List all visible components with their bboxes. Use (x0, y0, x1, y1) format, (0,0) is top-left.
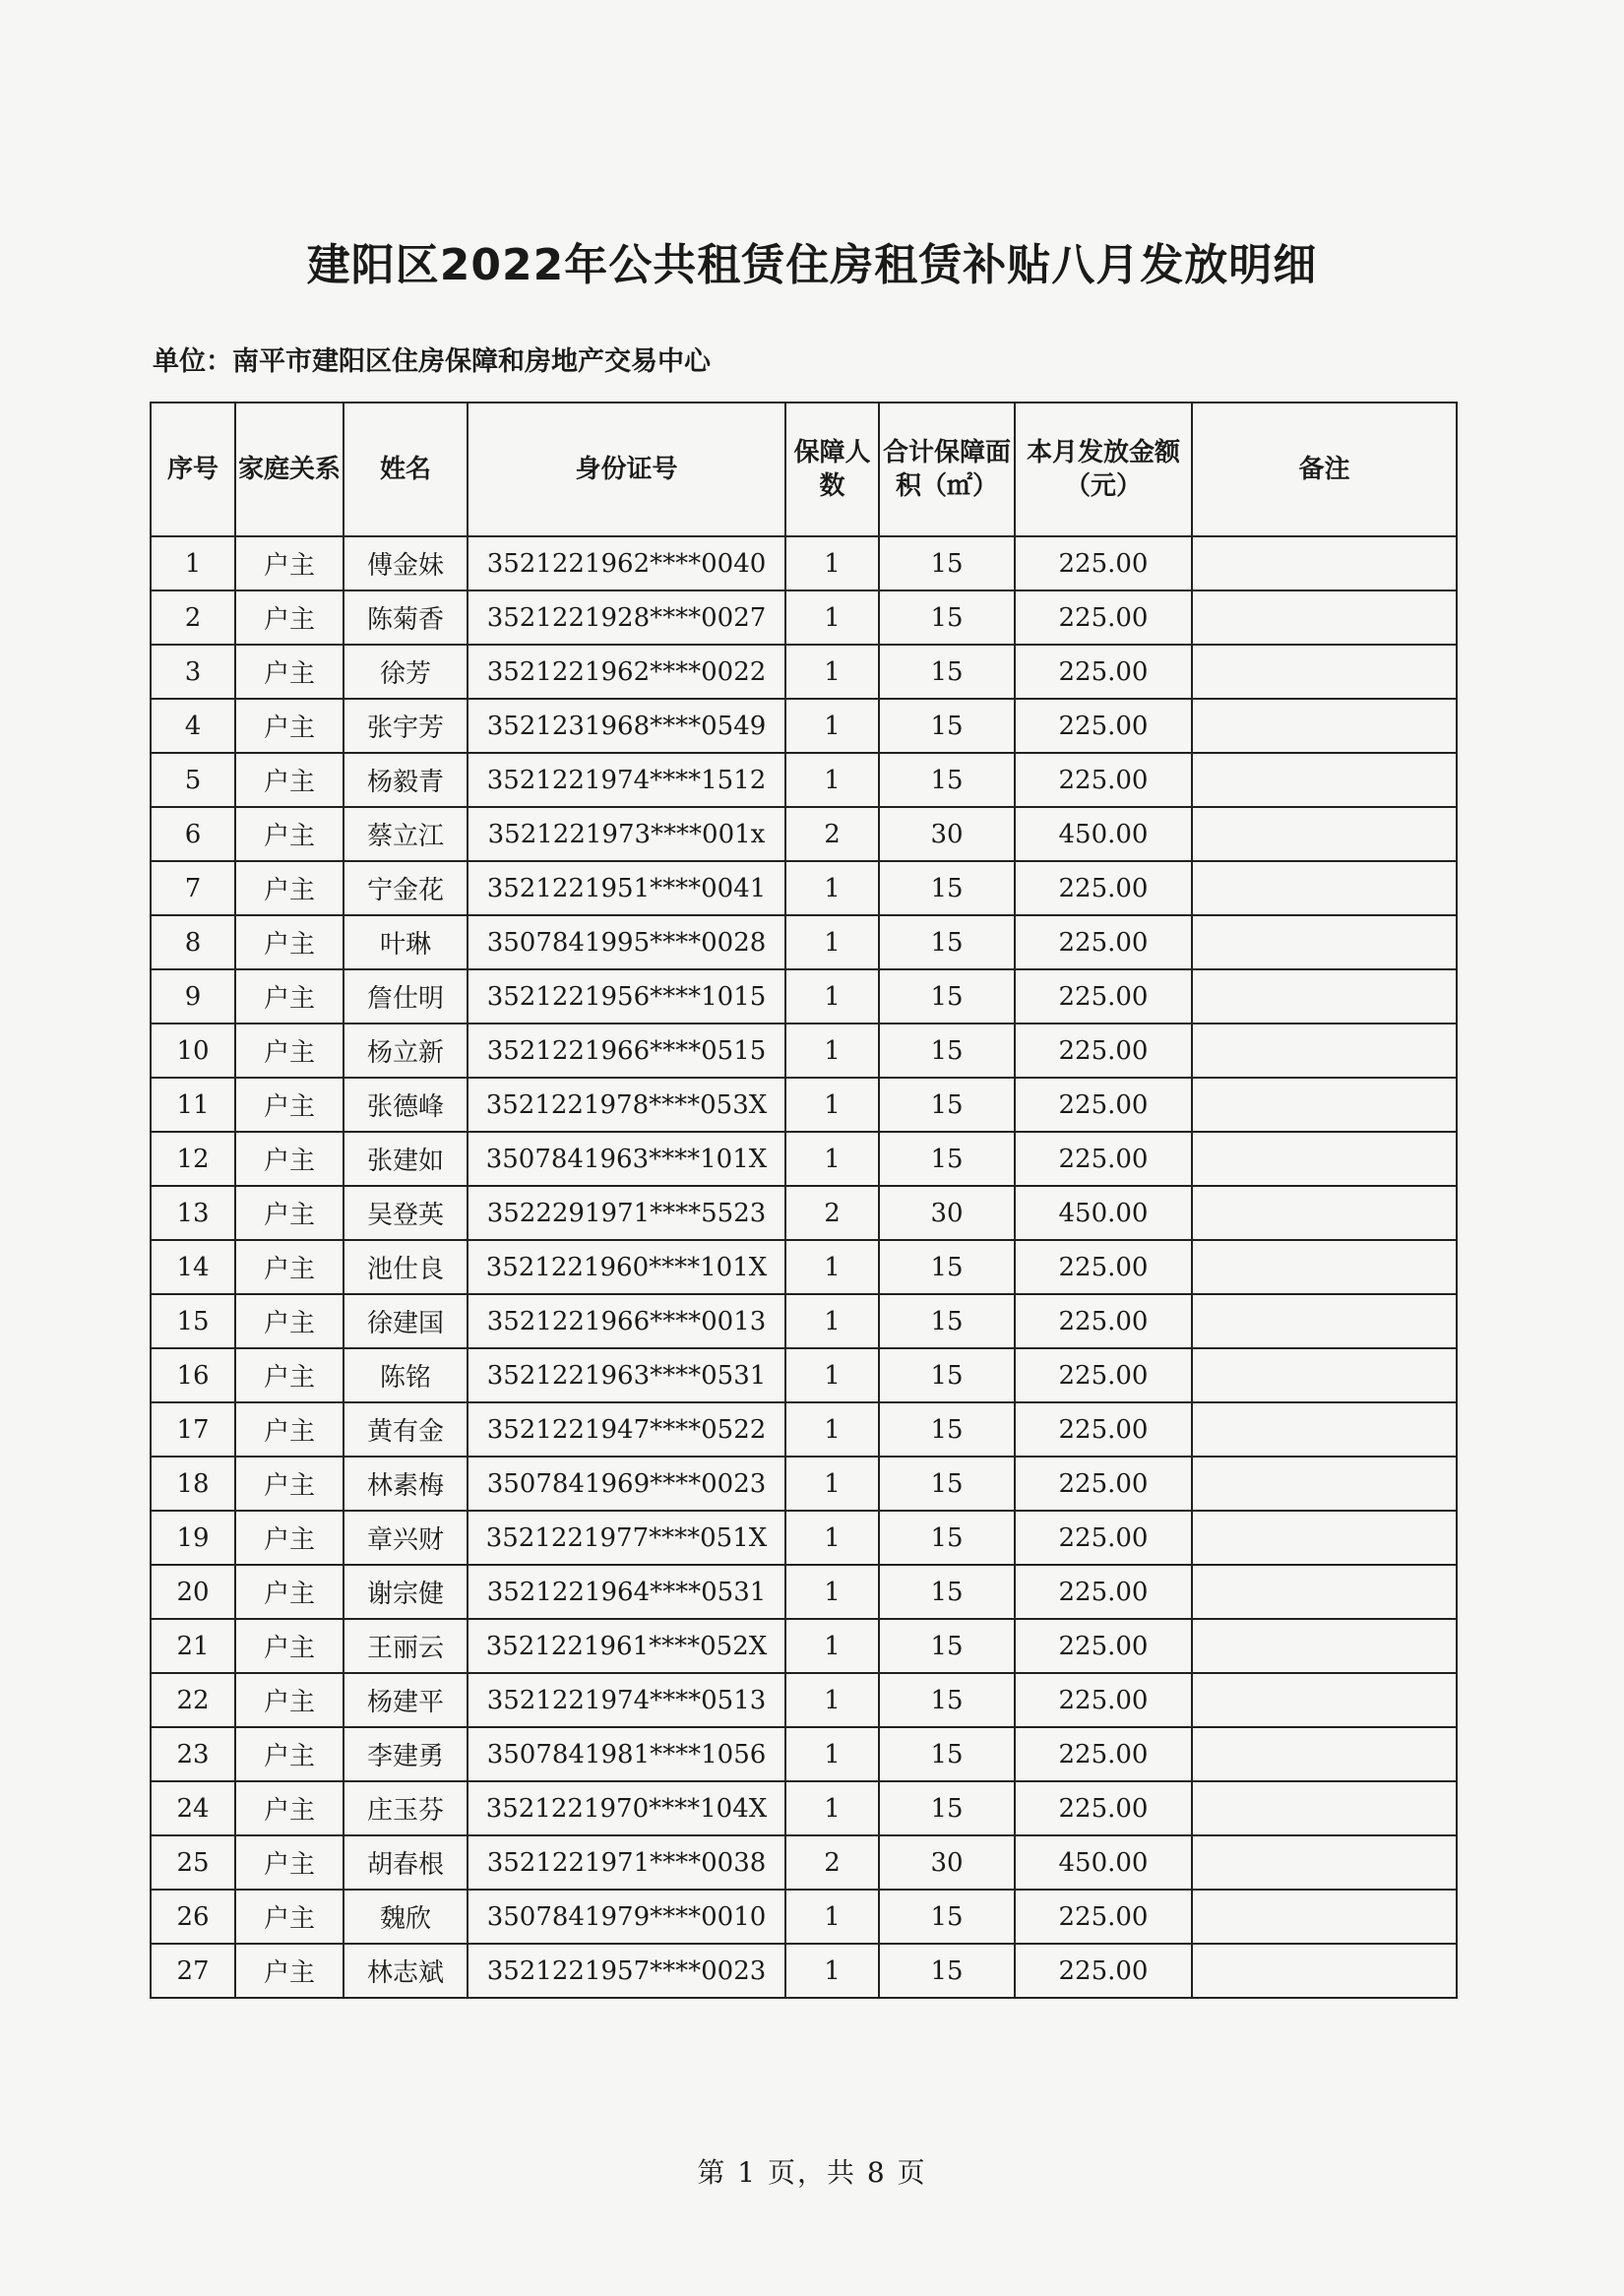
serial-number-cell: 13 (151, 1186, 235, 1240)
total-area-cell: 15 (879, 536, 1015, 590)
family-relation-cell: 户主 (235, 1240, 344, 1294)
serial-number-cell: 3 (151, 645, 235, 699)
family-relation-cell: 户主 (235, 645, 344, 699)
id-number-cell: 3521221961****052X (468, 1619, 785, 1673)
amount-cell: 225.00 (1015, 753, 1192, 807)
remarks-cell (1192, 969, 1457, 1024)
serial-number-cell: 18 (151, 1457, 235, 1511)
amount-cell: 225.00 (1015, 1673, 1192, 1727)
id-number-cell: 3521221947****0522 (468, 1402, 785, 1457)
id-number-cell: 3521221956****1015 (468, 969, 785, 1024)
serial-number-cell: 20 (151, 1565, 235, 1619)
serial-number-cell: 4 (151, 699, 235, 753)
page-title: 建阳区2022年公共租赁住房租赁补贴八月发放明细 (306, 240, 1318, 290)
serial-number-cell: 8 (151, 915, 235, 969)
amount-cell: 225.00 (1015, 1457, 1192, 1511)
table-row (151, 536, 1457, 590)
id-number-cell: 3521221970****104X (468, 1781, 785, 1835)
serial-number-cell: 19 (151, 1511, 235, 1565)
page-footer: 第 1 页，共 8 页 (697, 2156, 927, 2189)
persons-covered-cell: 1 (785, 753, 879, 807)
header-monthly-amount: 本月发放金额（元） (1015, 403, 1192, 536)
family-relation-cell: 户主 (235, 1511, 344, 1565)
serial-number-cell: 17 (151, 1402, 235, 1457)
serial-number-cell: 27 (151, 1944, 235, 1998)
name-cell: 宁金花 (344, 861, 468, 915)
table-row (151, 1132, 1457, 1186)
persons-covered-cell: 1 (785, 1944, 879, 1998)
table-row (151, 1240, 1457, 1294)
family-relation-cell: 户主 (235, 1402, 344, 1457)
name-cell: 林素梅 (344, 1457, 468, 1511)
total-area-cell: 15 (879, 1619, 1015, 1673)
serial-number-cell: 15 (151, 1294, 235, 1348)
id-number-cell: 3507841963****101X (468, 1132, 785, 1186)
persons-covered-cell: 1 (785, 969, 879, 1024)
remarks-cell (1192, 915, 1457, 969)
serial-number-cell: 26 (151, 1890, 235, 1944)
serial-number-cell: 12 (151, 1132, 235, 1186)
table-row (151, 1727, 1457, 1781)
name-cell: 林志斌 (344, 1944, 468, 1998)
amount-cell: 225.00 (1015, 590, 1192, 645)
total-area-cell: 15 (879, 1294, 1015, 1348)
total-area-cell: 15 (879, 1457, 1015, 1511)
family-relation-cell: 户主 (235, 1457, 344, 1511)
persons-covered-cell: 1 (785, 699, 879, 753)
total-area-cell: 30 (879, 1835, 1015, 1890)
id-number-cell: 3507841979****0010 (468, 1890, 785, 1944)
total-area-cell: 15 (879, 915, 1015, 969)
name-cell: 叶琳 (344, 915, 468, 969)
unit-line: 单位：南平市建阳区住房保障和房地产交易中心 (153, 346, 711, 377)
name-cell: 陈铭 (344, 1348, 468, 1402)
id-number-cell: 3521221962****0022 (468, 645, 785, 699)
total-area-cell: 15 (879, 590, 1015, 645)
id-number-cell: 3521221960****101X (468, 1240, 785, 1294)
amount-cell: 225.00 (1015, 1944, 1192, 1998)
id-number-cell: 3521221964****0531 (468, 1565, 785, 1619)
table-row (151, 1619, 1457, 1673)
name-cell: 庄玉芬 (344, 1781, 468, 1835)
remarks-cell (1192, 590, 1457, 645)
total-area-cell: 15 (879, 699, 1015, 753)
table-row (151, 1511, 1457, 1565)
amount-cell: 225.00 (1015, 1511, 1192, 1565)
persons-covered-cell: 1 (785, 1565, 879, 1619)
table-row (151, 590, 1457, 645)
amount-cell: 225.00 (1015, 1348, 1192, 1402)
name-cell: 詹仕明 (344, 969, 468, 1024)
family-relation-cell: 户主 (235, 1944, 344, 1998)
id-number-cell: 3521221973****001x (468, 807, 785, 861)
id-number-cell: 3521221951****0041 (468, 861, 785, 915)
remarks-cell (1192, 1294, 1457, 1348)
amount-cell: 225.00 (1015, 1727, 1192, 1781)
persons-covered-cell: 1 (785, 1457, 879, 1511)
persons-covered-cell: 2 (785, 807, 879, 861)
name-cell: 杨立新 (344, 1024, 468, 1078)
id-number-cell: 3521221963****0531 (468, 1348, 785, 1402)
name-cell: 傅金妹 (344, 536, 468, 590)
amount-cell: 225.00 (1015, 699, 1192, 753)
table-row (151, 861, 1457, 915)
family-relation-cell: 户主 (235, 1727, 344, 1781)
persons-covered-cell: 1 (785, 590, 879, 645)
persons-covered-cell: 1 (785, 1673, 879, 1727)
id-number-cell: 3507841969****0023 (468, 1457, 785, 1511)
family-relation-cell: 户主 (235, 1835, 344, 1890)
persons-covered-cell: 2 (785, 1835, 879, 1890)
remarks-cell (1192, 1781, 1457, 1835)
serial-number-cell: 6 (151, 807, 235, 861)
persons-covered-cell: 1 (785, 1024, 879, 1078)
amount-cell: 225.00 (1015, 969, 1192, 1024)
persons-covered-cell: 1 (785, 1240, 879, 1294)
table-row (151, 1402, 1457, 1457)
header-name: 姓名 (344, 403, 468, 536)
name-cell: 池仕良 (344, 1240, 468, 1294)
persons-covered-cell: 1 (785, 1511, 879, 1565)
family-relation-cell: 户主 (235, 699, 344, 753)
name-cell: 黄有金 (344, 1402, 468, 1457)
header-remarks: 备注 (1192, 403, 1457, 536)
total-area-cell: 15 (879, 1240, 1015, 1294)
remarks-cell (1192, 1835, 1457, 1890)
table-row (151, 915, 1457, 969)
total-area-cell: 15 (879, 1024, 1015, 1078)
persons-covered-cell: 1 (785, 1348, 879, 1402)
name-cell: 吴登英 (344, 1186, 468, 1240)
name-cell: 王丽云 (344, 1619, 468, 1673)
amount-cell: 450.00 (1015, 807, 1192, 861)
remarks-cell (1192, 1457, 1457, 1511)
family-relation-cell: 户主 (235, 1294, 344, 1348)
amount-cell: 225.00 (1015, 1565, 1192, 1619)
id-number-cell: 3521221977****051X (468, 1511, 785, 1565)
family-relation-cell: 户主 (235, 1132, 344, 1186)
persons-covered-cell: 2 (785, 1186, 879, 1240)
name-cell: 魏欣 (344, 1890, 468, 1944)
total-area-cell: 30 (879, 807, 1015, 861)
serial-number-cell: 10 (151, 1024, 235, 1078)
id-number-cell: 3521221978****053X (468, 1078, 785, 1132)
total-area-cell: 15 (879, 1727, 1015, 1781)
family-relation-cell: 户主 (235, 1078, 344, 1132)
id-number-cell: 3522291971****5523 (468, 1186, 785, 1240)
name-cell: 谢宗健 (344, 1565, 468, 1619)
remarks-cell (1192, 1132, 1457, 1186)
name-cell: 李建勇 (344, 1727, 468, 1781)
family-relation-cell: 户主 (235, 1565, 344, 1619)
table-row (151, 753, 1457, 807)
name-cell: 杨建平 (344, 1673, 468, 1727)
remarks-cell (1192, 861, 1457, 915)
name-cell: 陈菊香 (344, 590, 468, 645)
amount-cell: 225.00 (1015, 1294, 1192, 1348)
table-row (151, 1673, 1457, 1727)
amount-cell: 225.00 (1015, 1781, 1192, 1835)
remarks-cell (1192, 645, 1457, 699)
family-relation-cell: 户主 (235, 1186, 344, 1240)
name-cell: 杨毅青 (344, 753, 468, 807)
table-row (151, 1078, 1457, 1132)
table-row (151, 969, 1457, 1024)
table-row (151, 1944, 1457, 1998)
name-cell: 张德峰 (344, 1078, 468, 1132)
remarks-cell (1192, 1024, 1457, 1078)
family-relation-cell: 户主 (235, 753, 344, 807)
serial-number-cell: 7 (151, 861, 235, 915)
id-number-cell: 3507841981****1056 (468, 1727, 785, 1781)
remarks-cell (1192, 1240, 1457, 1294)
name-cell: 徐建国 (344, 1294, 468, 1348)
table-row (151, 1348, 1457, 1402)
total-area-cell: 15 (879, 1348, 1015, 1402)
amount-cell: 225.00 (1015, 1402, 1192, 1457)
total-area-cell: 15 (879, 1132, 1015, 1186)
table-row (151, 1890, 1457, 1944)
persons-covered-cell: 1 (785, 1727, 879, 1781)
persons-covered-cell: 1 (785, 861, 879, 915)
total-area-cell: 15 (879, 861, 1015, 915)
name-cell: 胡春根 (344, 1835, 468, 1890)
remarks-cell (1192, 1511, 1457, 1565)
family-relation-cell: 户主 (235, 1890, 344, 1944)
remarks-cell (1192, 1078, 1457, 1132)
family-relation-cell: 户主 (235, 969, 344, 1024)
amount-cell: 225.00 (1015, 645, 1192, 699)
persons-covered-cell: 1 (785, 1781, 879, 1835)
id-number-cell: 3521221974****1512 (468, 753, 785, 807)
serial-number-cell: 1 (151, 536, 235, 590)
persons-covered-cell: 1 (785, 1078, 879, 1132)
family-relation-cell: 户主 (235, 915, 344, 969)
amount-cell: 225.00 (1015, 915, 1192, 969)
serial-number-cell: 2 (151, 590, 235, 645)
name-cell: 徐芳 (344, 645, 468, 699)
total-area-cell: 15 (879, 969, 1015, 1024)
serial-number-cell: 24 (151, 1781, 235, 1835)
header-id-number: 身份证号 (468, 403, 785, 536)
remarks-cell (1192, 1186, 1457, 1240)
remarks-cell (1192, 1673, 1457, 1727)
remarks-cell (1192, 536, 1457, 590)
family-relation-cell: 户主 (235, 1781, 344, 1835)
remarks-cell (1192, 1890, 1457, 1944)
id-number-cell: 3521221966****0515 (468, 1024, 785, 1078)
table-row (151, 1781, 1457, 1835)
persons-covered-cell: 1 (785, 1132, 879, 1186)
serial-number-cell: 11 (151, 1078, 235, 1132)
persons-covered-cell: 1 (785, 645, 879, 699)
persons-covered-cell: 1 (785, 1619, 879, 1673)
table-row (151, 699, 1457, 753)
id-number-cell: 3521221974****0513 (468, 1673, 785, 1727)
id-number-cell: 3521221957****0023 (468, 1944, 785, 1998)
name-cell: 章兴财 (344, 1511, 468, 1565)
serial-number-cell: 22 (151, 1673, 235, 1727)
subsidy-detail-table (150, 402, 1458, 1999)
family-relation-cell: 户主 (235, 1673, 344, 1727)
remarks-cell (1192, 1727, 1457, 1781)
serial-number-cell: 21 (151, 1619, 235, 1673)
total-area-cell: 15 (879, 1944, 1015, 1998)
amount-cell: 450.00 (1015, 1186, 1192, 1240)
remarks-cell (1192, 1348, 1457, 1402)
amount-cell: 225.00 (1015, 1240, 1192, 1294)
persons-covered-cell: 1 (785, 1294, 879, 1348)
total-area-cell: 15 (879, 1781, 1015, 1835)
table-row (151, 807, 1457, 861)
name-cell: 蔡立江 (344, 807, 468, 861)
persons-covered-cell: 1 (785, 536, 879, 590)
remarks-cell (1192, 699, 1457, 753)
id-number-cell: 3507841995****0028 (468, 915, 785, 969)
family-relation-cell: 户主 (235, 590, 344, 645)
persons-covered-cell: 1 (785, 915, 879, 969)
total-area-cell: 15 (879, 1511, 1015, 1565)
amount-cell: 225.00 (1015, 1890, 1192, 1944)
family-relation-cell: 户主 (235, 1348, 344, 1402)
table-row (151, 1457, 1457, 1511)
id-number-cell: 3521221928****0027 (468, 590, 785, 645)
serial-number-cell: 14 (151, 1240, 235, 1294)
total-area-cell: 15 (879, 753, 1015, 807)
serial-number-cell: 5 (151, 753, 235, 807)
total-area-cell: 15 (879, 1078, 1015, 1132)
table-row (151, 1294, 1457, 1348)
amount-cell: 450.00 (1015, 1835, 1192, 1890)
serial-number-cell: 16 (151, 1348, 235, 1402)
total-area-cell: 15 (879, 645, 1015, 699)
persons-covered-cell: 1 (785, 1402, 879, 1457)
id-number-cell: 3521221966****0013 (468, 1294, 785, 1348)
table-body (151, 536, 1457, 1998)
total-area-cell: 15 (879, 1673, 1015, 1727)
table-row (151, 645, 1457, 699)
remarks-cell (1192, 1619, 1457, 1673)
family-relation-cell: 户主 (235, 1619, 344, 1673)
remarks-cell (1192, 1944, 1457, 1998)
serial-number-cell: 25 (151, 1835, 235, 1890)
total-area-cell: 30 (879, 1186, 1015, 1240)
header-family-relation: 家庭关系 (235, 403, 344, 536)
total-area-cell: 15 (879, 1565, 1015, 1619)
table-row (151, 1565, 1457, 1619)
header-total-area: 合计保障面积（㎡） (879, 403, 1015, 536)
total-area-cell: 15 (879, 1402, 1015, 1457)
remarks-cell (1192, 807, 1457, 861)
family-relation-cell: 户主 (235, 807, 344, 861)
table-row (151, 1835, 1457, 1890)
serial-number-cell: 23 (151, 1727, 235, 1781)
serial-number-cell: 9 (151, 969, 235, 1024)
remarks-cell (1192, 1402, 1457, 1457)
header-serial-number: 序号 (151, 403, 235, 536)
name-cell: 张宇芳 (344, 699, 468, 753)
id-number-cell: 3521221971****0038 (468, 1835, 785, 1890)
remarks-cell (1192, 753, 1457, 807)
header-persons-covered: 保障人数 (785, 403, 879, 536)
persons-covered-cell: 1 (785, 1890, 879, 1944)
id-number-cell: 3521221962****0040 (468, 536, 785, 590)
remarks-cell (1192, 1565, 1457, 1619)
id-number-cell: 3521231968****0549 (468, 699, 785, 753)
table-row (151, 1186, 1457, 1240)
family-relation-cell: 户主 (235, 861, 344, 915)
family-relation-cell: 户主 (235, 1024, 344, 1078)
amount-cell: 225.00 (1015, 1619, 1192, 1673)
header-row (151, 403, 1457, 536)
name-cell: 张建如 (344, 1132, 468, 1186)
amount-cell: 225.00 (1015, 1024, 1192, 1078)
amount-cell: 225.00 (1015, 1078, 1192, 1132)
table-header (151, 403, 1457, 536)
amount-cell: 225.00 (1015, 861, 1192, 915)
table-row (151, 1024, 1457, 1078)
amount-cell: 225.00 (1015, 536, 1192, 590)
amount-cell: 225.00 (1015, 1132, 1192, 1186)
total-area-cell: 15 (879, 1890, 1015, 1944)
family-relation-cell: 户主 (235, 536, 344, 590)
